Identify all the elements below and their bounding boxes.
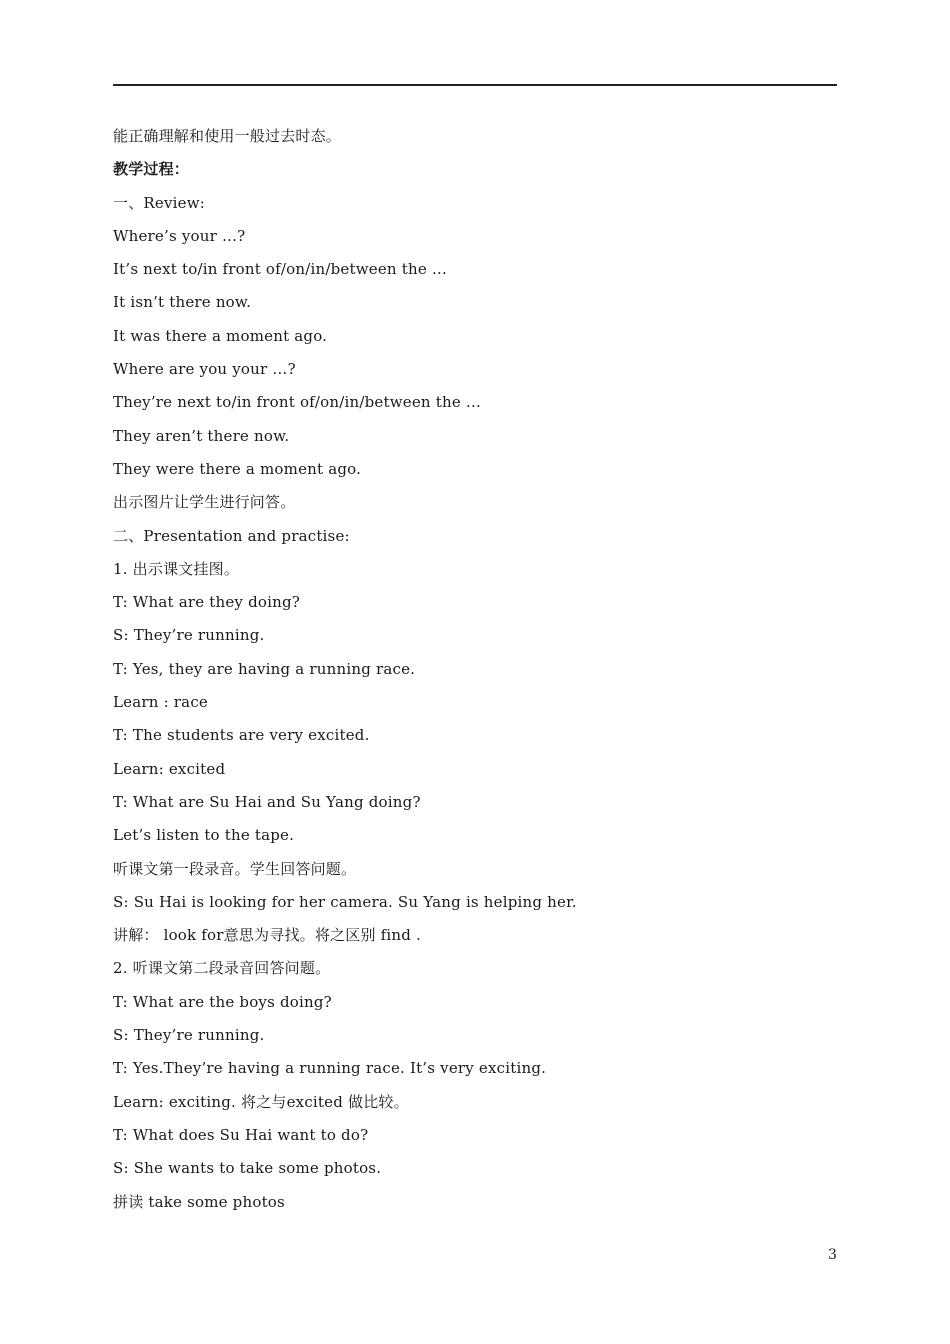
text-line: They were there a moment ago. <box>113 459 362 478</box>
text-line: Where are you your …? <box>113 360 296 379</box>
text-line: T: What are they doing? <box>113 593 301 612</box>
text-line: 二、Presentation and practise: <box>113 526 350 545</box>
text-line: Let’s listen to the tape. <box>113 826 295 845</box>
text-line: They aren’t there now. <box>113 426 290 445</box>
text-line: Learn: excited <box>113 759 226 778</box>
text-line: T: The students are very excited. <box>113 726 370 745</box>
text-line: T: Yes, they are having a running race. <box>113 659 416 678</box>
text-line: Learn: exciting. 将之与excited 做比较。 <box>113 1092 409 1111</box>
header-rule <box>113 84 837 86</box>
text-line: 2. 听课文第二段录音回答问题。 <box>113 959 331 978</box>
text-line: 出示图片让学生进行问答。 <box>113 493 296 512</box>
text-line: T: Yes.They’re having a running race. It’s very exciting. <box>113 1059 547 1078</box>
text-line: 拼读 take some photos <box>113 1192 285 1211</box>
text-line: Where’s your …? <box>113 226 246 245</box>
text-line: 能正确理解和使用一般过去时态。 <box>113 127 342 145</box>
text-line: S: They’re running. <box>113 626 265 645</box>
text-line: S: They’re running. <box>113 1026 265 1045</box>
section-heading: 教学过程： <box>113 160 190 179</box>
text-line: It was there a moment ago. <box>113 326 328 345</box>
text-line: 一、Review: <box>113 193 206 212</box>
text-line: S: She wants to take some photos. <box>113 1159 382 1178</box>
page-number: 3 <box>828 1247 837 1263</box>
text-line: 听课文第一段录音。学生回答问题。 <box>113 859 357 878</box>
text-line: T: What are the boys doing? <box>113 992 332 1011</box>
text-line: T: What does Su Hai want to do? <box>113 1125 369 1144</box>
text-line: Learn : race <box>113 693 208 712</box>
text-line: 1. 出示课文挂图。 <box>113 559 240 578</box>
document-body <box>113 120 837 1219</box>
text-line: They’re next to/in front of/on/in/between the … <box>113 393 482 412</box>
text-line: It isn’t there now. <box>113 293 252 312</box>
text-line: T: What are Su Hai and Su Yang doing? <box>113 792 421 811</box>
text-line: 讲解： look for意思为寻找。将之区别 find . <box>113 926 421 945</box>
text-line: S: Su Hai is looking for her camera. Su Yang is helping her. <box>113 892 577 911</box>
text-line: It’s next to/in front of/on/in/between the … <box>113 260 448 279</box>
